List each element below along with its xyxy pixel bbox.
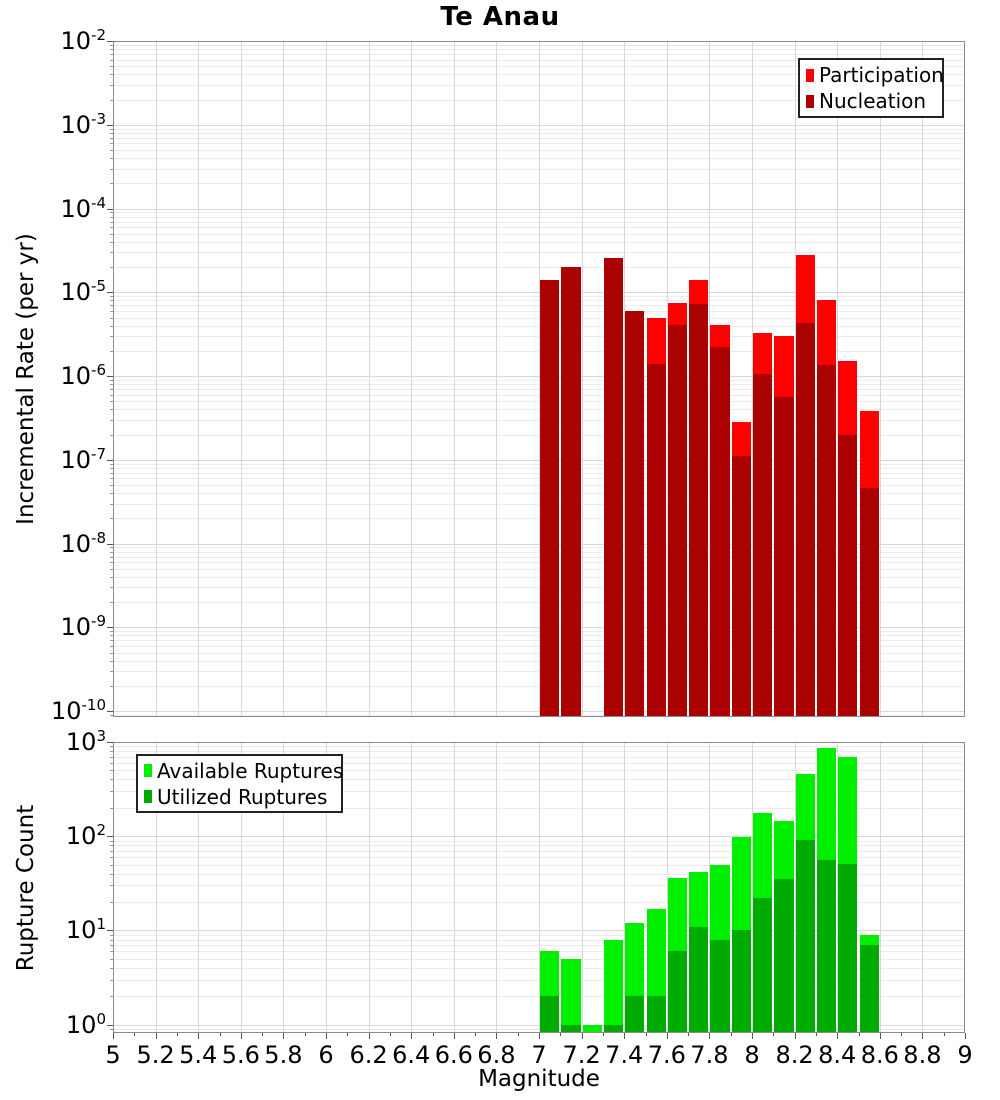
y-minor-tick [110,885,113,886]
y-major-tick [107,376,113,377]
x-minor-tick [901,1033,902,1036]
x-tick-label: 6.4 [392,1041,431,1069]
y-minor-tick [110,401,113,402]
y-minor-tick [110,242,113,243]
y-minor-tick [110,959,113,960]
y-minor-tick [110,311,113,312]
y-tick-label: $10^2$ [65,821,106,851]
bar-nucleation [774,397,793,717]
y-minor-tick [110,473,113,474]
bar-utilized-ruptures [604,1025,623,1033]
bar-nucleation [732,456,751,717]
x-tick-label: 5.4 [179,1041,218,1069]
y-tick-label: $10^{-9}$ [60,612,106,642]
x-major-tick [795,1033,796,1039]
bar-nucleation [753,374,772,717]
y-minor-tick [110,935,113,936]
y-minor-tick [110,409,113,410]
x-tick-label: 6 [318,1041,334,1069]
vertical-gridline [582,41,583,717]
y-minor-tick [110,305,113,306]
bar-nucleation [540,280,559,717]
x-major-tick [624,1033,625,1039]
y-minor-tick [110,845,113,846]
y-minor-tick [110,336,113,337]
x-tick-label: 9 [957,1041,973,1069]
bar-utilized-ruptures [838,864,857,1033]
x-minor-tick [560,1033,561,1036]
y-minor-tick [110,85,113,86]
y-minor-tick [110,640,113,641]
y-minor-tick [110,770,113,771]
x-minor-tick [262,1033,263,1036]
bar-utilized-ruptures [540,996,559,1033]
bar-nucleation [561,267,580,717]
x-minor-tick [646,1033,647,1036]
bar-available-ruptures [583,1025,602,1033]
y-minor-tick [110,865,113,866]
y-minor-tick [110,980,113,981]
x-minor-tick [305,1033,306,1036]
bar-nucleation [689,304,708,717]
x-minor-tick [688,1033,689,1036]
x-major-tick [582,1033,583,1039]
bar-available-ruptures [604,940,623,1033]
legend-label: Available Ruptures [157,758,344,783]
x-axis-label: Magnitude [478,1066,600,1092]
y-minor-tick [110,757,113,758]
x-minor-tick [859,1033,860,1036]
vertical-gridline [496,742,497,1033]
count-legend [136,754,343,813]
x-tick-label: 5.2 [136,1041,175,1069]
y-major-tick [107,930,113,931]
bar-nucleation [817,365,836,717]
x-major-tick [539,1033,540,1039]
y-minor-tick [110,227,113,228]
y-tick-label: $10^{-3}$ [60,109,106,139]
x-minor-tick [731,1033,732,1036]
y-minor-tick [110,646,113,647]
y-minor-tick [110,252,113,253]
y-minor-tick [110,183,113,184]
y-major-tick [107,209,113,210]
bar-utilized-ruptures [668,951,687,1033]
y-minor-tick [110,857,113,858]
y-minor-tick [110,60,113,61]
x-tick-label: 8.6 [860,1041,899,1069]
bar-available-ruptures [561,959,580,1033]
y-tick-label: $10^0$ [65,1009,106,1039]
y-minor-tick [110,267,113,268]
x-tick-label: 5.6 [221,1041,260,1069]
legend-marker-swatch [144,790,152,803]
y-minor-tick [110,234,113,235]
x-major-tick [241,1033,242,1039]
x-tick-label: 8.8 [903,1041,942,1069]
y-minor-tick [110,468,113,469]
y-minor-tick [110,45,113,46]
y-minor-tick [110,940,113,941]
y-minor-tick [110,602,113,603]
y-minor-tick [110,49,113,50]
y-minor-tick [110,384,113,385]
y-minor-tick [110,138,113,139]
rate-legend [798,58,944,118]
legend-marker-swatch [144,764,152,777]
y-major-tick [107,125,113,126]
x-minor-tick [220,1033,221,1036]
bar-nucleation [710,347,729,717]
x-tick-label: 7.6 [647,1041,686,1069]
y-minor-tick [110,569,113,570]
x-major-tick [156,1033,157,1039]
x-minor-tick [475,1033,476,1036]
x-major-tick [283,1033,284,1039]
y-tick-label: $10^1$ [65,915,106,945]
y-minor-tick [110,808,113,809]
y-minor-tick [110,326,113,327]
bar-utilized-ruptures [753,898,772,1033]
legend-item [144,785,335,809]
bar-nucleation [647,364,666,717]
x-tick-label: 8.4 [818,1041,857,1069]
legend-marker-swatch [806,95,814,108]
y-major-tick [107,836,113,837]
y-minor-tick [110,968,113,969]
x-minor-tick [347,1033,348,1036]
x-tick-label: 8 [744,1041,760,1069]
x-major-tick [709,1033,710,1039]
bar-utilized-ruptures [625,996,644,1033]
y-minor-tick [110,485,113,486]
legend-label: Nucleation [819,89,927,113]
y-major-tick [107,41,113,42]
y-minor-tick [110,577,113,578]
bar-utilized-ruptures [647,996,666,1033]
y-tick-label: $10^{-10}$ [50,696,106,726]
y-minor-tick [110,395,113,396]
bar-nucleation [860,488,879,717]
vertical-gridline [411,742,412,1033]
y-minor-tick [110,318,113,319]
x-major-tick [454,1033,455,1039]
bar-utilized-ruptures [689,927,708,1033]
x-major-tick [965,1033,966,1039]
y-tick-label: $10^{-6}$ [60,361,106,391]
x-minor-tick [944,1033,945,1036]
y-minor-tick [110,212,113,213]
vertical-gridline [582,742,583,1033]
y-major-tick [107,711,113,712]
vertical-gridline [411,41,412,717]
y-minor-tick [110,133,113,134]
vertical-gridline [880,41,881,717]
bar-utilized-ruptures [817,860,836,1033]
y-minor-tick [110,380,113,381]
bar-nucleation [838,435,857,717]
y-minor-tick [110,217,113,218]
y-minor-tick [110,653,113,654]
x-minor-tick [433,1033,434,1036]
x-tick-label: 6.6 [434,1041,473,1069]
vertical-gridline [326,41,327,717]
y-minor-tick [110,902,113,903]
y-minor-tick [110,996,113,997]
y-minor-tick [110,951,113,952]
y-minor-tick [110,389,113,390]
x-tick-label: 6.8 [477,1041,516,1069]
y-minor-tick [110,158,113,159]
vertical-gridline [369,742,370,1033]
bar-nucleation [625,311,644,717]
legend-label: Participation [819,63,944,87]
y-tick-label: $10^{-2}$ [60,26,106,55]
x-major-tick [113,1033,114,1039]
x-minor-tick [518,1033,519,1036]
y-minor-tick [110,686,113,687]
bar-utilized-ruptures [860,945,879,1033]
y-major-tick [107,627,113,628]
y-minor-tick [110,478,113,479]
chart-title: Te Anau [440,2,560,32]
x-minor-tick [773,1033,774,1036]
x-tick-label: 8.2 [775,1041,814,1069]
x-major-tick [922,1033,923,1039]
y-minor-tick [110,54,113,55]
y-minor-tick [110,464,113,465]
x-major-tick [411,1033,412,1039]
y-minor-tick [110,504,113,505]
y-minor-tick [110,945,113,946]
vertical-gridline [496,41,497,717]
vertical-gridline [369,41,370,717]
y-minor-tick [110,100,113,101]
y-minor-tick [110,150,113,151]
y-minor-tick [110,671,113,672]
y-minor-tick [110,587,113,588]
bar-utilized-ruptures [732,930,751,1033]
x-tick-label: 7 [531,1041,547,1069]
legend-item [806,63,944,87]
y-tick-label: $10^{-8}$ [60,528,106,558]
y-minor-tick [110,763,113,764]
bar-utilized-ruptures [710,940,729,1033]
y-minor-tick [110,547,113,548]
vertical-gridline [283,41,284,717]
y-major-tick [107,742,113,743]
x-major-tick [880,1033,881,1039]
y-minor-tick [110,874,113,875]
y-major-tick [107,460,113,461]
rate-y-axis-label: Incremental Rate (per yr) [13,233,39,525]
y-minor-tick [110,435,113,436]
vertical-gridline [198,41,199,717]
y-minor-tick [110,129,113,130]
y-minor-tick [110,661,113,662]
y-minor-tick [110,169,113,170]
count-y-axis-label: Rupture Count [13,804,39,972]
bar-utilized-ruptures [796,840,815,1033]
x-major-tick [496,1033,497,1039]
y-minor-tick [110,1029,113,1030]
x-major-tick [198,1033,199,1039]
y-minor-tick [110,552,113,553]
y-tick-label: $10^{-4}$ [60,193,106,223]
bar-nucleation [796,323,815,717]
y-major-tick [107,544,113,545]
y-minor-tick [110,351,113,352]
vertical-gridline [922,742,923,1033]
x-tick-label: 5 [105,1041,121,1069]
x-tick-label: 5.8 [264,1041,303,1069]
x-tick-label: 6.2 [349,1041,388,1069]
vertical-gridline [156,41,157,717]
y-major-tick [107,1025,113,1026]
y-minor-tick [110,779,113,780]
y-tick-label: $10^3$ [65,727,106,756]
x-tick-label: 7.8 [690,1041,729,1069]
x-minor-tick [603,1033,604,1036]
legend-label: Utilized Ruptures [157,784,328,809]
x-tick-label: 7.2 [562,1041,601,1069]
y-minor-tick [110,562,113,563]
vertical-gridline [922,41,923,717]
y-minor-tick [110,493,113,494]
x-major-tick [326,1033,327,1039]
legend-item [144,758,344,783]
y-minor-tick [110,66,113,67]
y-minor-tick [110,557,113,558]
y-minor-tick [110,222,113,223]
vertical-gridline [454,41,455,717]
y-minor-tick [110,631,113,632]
bar-utilized-ruptures [774,879,793,1033]
y-major-tick [107,292,113,293]
vertical-gridline [241,41,242,717]
x-major-tick [752,1033,753,1039]
y-minor-tick [110,143,113,144]
legend-item [806,89,936,113]
x-major-tick [369,1033,370,1039]
y-tick-label: $10^{-7}$ [60,444,106,474]
x-major-tick [837,1033,838,1039]
y-minor-tick [110,746,113,747]
y-minor-tick [110,74,113,75]
y-minor-tick [110,518,113,519]
vertical-gridline [880,742,881,1033]
x-minor-tick [390,1033,391,1036]
x-major-tick [667,1033,668,1039]
x-tick-label: 7.4 [605,1041,644,1069]
y-minor-tick [110,841,113,842]
y-minor-tick [110,851,113,852]
y-minor-tick [110,635,113,636]
y-minor-tick [110,791,113,792]
vertical-gridline [454,742,455,1033]
y-tick-label: $10^{-5}$ [60,277,106,307]
legend-marker-swatch [806,69,814,82]
y-minor-tick [110,420,113,421]
bar-utilized-ruptures [561,1025,580,1033]
y-minor-tick [110,751,113,752]
x-minor-tick [134,1033,135,1036]
bar-nucleation [604,258,623,717]
x-minor-tick [816,1033,817,1036]
y-minor-tick [110,296,113,297]
x-minor-tick [177,1033,178,1036]
bar-nucleation [668,325,687,717]
y-minor-tick [110,715,113,716]
y-minor-tick [110,300,113,301]
